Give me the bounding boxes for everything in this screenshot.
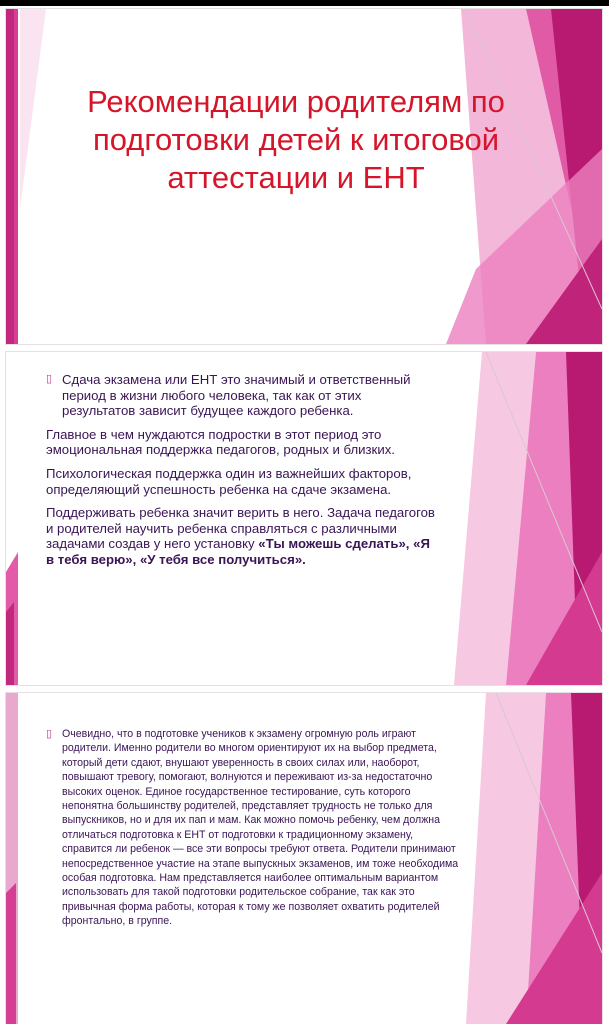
paragraph-3-emphasis: «Ты можешь сделать», «Я в тебя верю», «У тебя все получиться». xyxy=(46,536,430,567)
paragraph-3-text: Поддерживать ребенка значит верить в него. Задача педагогов и родителей научить ребенка справляться с различными задачами создав у него установку xyxy=(46,505,435,552)
bullet-icon: ▯ xyxy=(46,728,53,740)
slide-title-text xyxy=(36,83,556,197)
title-line-3: аттестации и ЕНТ xyxy=(167,160,425,195)
bullet-icon: ▯ xyxy=(46,373,53,385)
slide-title xyxy=(6,9,602,344)
bullet-text: Сдача экзамена или ЕНТ это значимый и ответственный период в жизни любого человека, так как от этих результатов зависит будущее каждого ребенка. xyxy=(62,372,411,419)
paragraph-3 xyxy=(46,505,436,567)
bullet-item xyxy=(46,372,436,419)
slide-body xyxy=(46,372,436,576)
title-line-1: Рекомендации родителям по xyxy=(87,84,505,119)
slide-body xyxy=(46,727,464,929)
paragraph-2: Психологическая поддержка один из важнейших факторов, определяющий успешность ребенка на сдаче экзамена. xyxy=(46,465,412,497)
bullet-item xyxy=(46,727,464,929)
title-line-2: подготовки детей к итоговой xyxy=(92,122,500,157)
paragraph-1: Главное в чем нуждаются подростки в этот период это эмоциональная поддержка педагогов, родных и близких. xyxy=(46,426,395,458)
bullet-text: Очевидно, что в подготовке учеников к экзамену огромную роль играют родители. Именно родители во многом ориентируют их на выбор предмета, который дети сдают, внушают уверенность в своих силах или, наоборот, повышают тревогу, помогают, волнуются и переживают из-за недостаточно высоких оценок. Единое государственное тестирование, суть которого непонятна большинству родителей, представляет трудность не только для выпускников, но и для их пап и мам. Как можно помочь ребенку, чем должна отличаться подготовка к ЕНТ от подготовки к традиционному экзамену, справится ли ребенок — все эти вопросы требуют ответа. Родители принимают непосредственное участие на этапе выпускных экзаменов, им тоже необходима особая подготовка. Нам представляется наиболее оптимальным вариантом использовать для такой подготовки родительское собрание, так как это привычная форма работы, которая к тому же позволяет охватить родителей фронтально, в группе. xyxy=(62,728,459,928)
screen-top-bar xyxy=(0,0,609,6)
slide-support xyxy=(6,352,602,685)
slide-parents xyxy=(6,693,602,1024)
